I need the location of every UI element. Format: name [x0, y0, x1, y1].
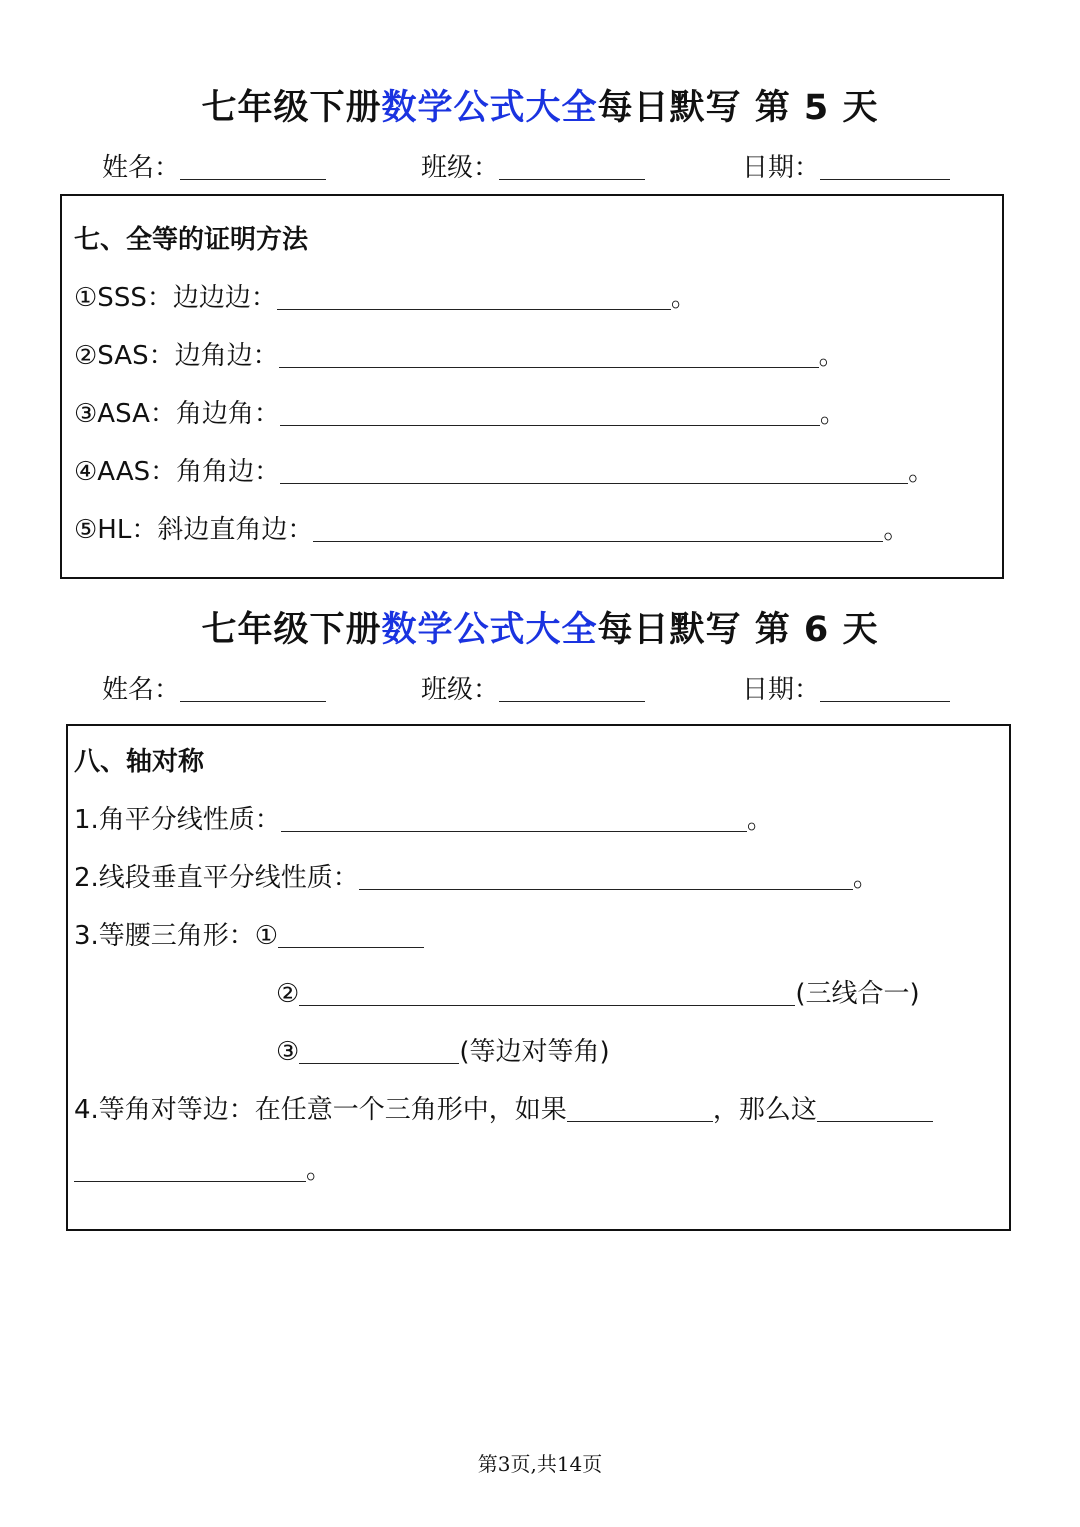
- day5-title-prefix: 七年级下册: [201, 88, 382, 128]
- sss-blank[interactable]: [277, 278, 671, 310]
- perpendicular-bisector-label: 2.线段垂直平分线性质：: [74, 863, 359, 893]
- angle-bisector-end: 。: [746, 805, 773, 835]
- isosceles-item-1: [74, 916, 424, 956]
- isosceles-blank-3[interactable]: [299, 1032, 459, 1064]
- asa-label: ③ASA：角边角：: [74, 399, 280, 429]
- angle-bisector-item: [74, 800, 773, 840]
- day6-title-prefix: 七年级下册: [201, 610, 382, 650]
- day5-class-field[interactable]: [421, 148, 645, 188]
- day5-title-suffix: 每日默写 第 5 天: [597, 88, 879, 128]
- equal-angles-blank-2[interactable]: [817, 1090, 933, 1122]
- day5-title-highlight: 数学公式大全: [381, 88, 598, 128]
- day6-info-row: [0, 670, 1080, 710]
- equal-angles-item: [74, 1090, 933, 1130]
- sss-label: ①SSS：边边边：: [74, 283, 277, 313]
- day5-title: [0, 86, 1080, 130]
- name-label: 姓名：: [102, 675, 181, 705]
- hl-blank[interactable]: [313, 510, 883, 542]
- sas-item: [74, 336, 845, 376]
- asa-blank[interactable]: [280, 394, 820, 426]
- equal-angles-text: 4.等角对等边：在任意一个三角形中，如果: [74, 1095, 567, 1125]
- isosceles-label-3: ③: [276, 1037, 300, 1067]
- isosceles-blank-2[interactable]: [299, 974, 795, 1006]
- equal-angles-continuation: [74, 1150, 332, 1190]
- day5-date-field[interactable]: [742, 148, 950, 188]
- name-blank[interactable]: [180, 670, 326, 702]
- equal-angles-end: 。: [306, 1155, 333, 1185]
- class-blank[interactable]: [499, 670, 645, 702]
- day6-section-title: 八、轴对称: [74, 747, 205, 777]
- isosceles-blank-1[interactable]: [278, 916, 424, 948]
- angle-bisector-label: 1.角平分线性质：: [74, 805, 281, 835]
- date-label: 日期：: [742, 153, 821, 183]
- hl-item: [74, 510, 909, 550]
- sss-item: [74, 278, 697, 318]
- isosceles-label-2: ②: [276, 979, 300, 1009]
- aas-blank[interactable]: [280, 452, 908, 484]
- name-label: 姓名：: [102, 153, 181, 183]
- day5-name-field[interactable]: [102, 148, 326, 188]
- asa-item: [74, 394, 846, 434]
- day6-name-field[interactable]: [102, 670, 326, 710]
- equal-sides-angles-note: (等边对等角): [459, 1037, 610, 1067]
- date-blank[interactable]: [820, 670, 950, 702]
- aas-item: [74, 452, 934, 492]
- perpendicular-bisector-item: [74, 858, 879, 898]
- sss-end: 。: [670, 283, 697, 313]
- equal-angles-blank-3[interactable]: [74, 1150, 306, 1182]
- class-blank[interactable]: [499, 148, 645, 180]
- day6-title-highlight: 数学公式大全: [381, 610, 598, 650]
- page-footer: 第3页,共14页: [477, 1452, 603, 1476]
- perpendicular-bisector-blank[interactable]: [359, 858, 853, 890]
- equal-angles-mid: ，那么这: [712, 1095, 817, 1125]
- isosceles-item-3: [276, 1032, 610, 1072]
- day6-title-suffix: 每日默写 第 6 天: [597, 610, 879, 650]
- day6-date-field[interactable]: [742, 670, 950, 710]
- isosceles-item-2: [276, 974, 920, 1014]
- aas-label: ④AAS：角角边：: [74, 457, 281, 487]
- equal-angles-blank-1[interactable]: [567, 1090, 713, 1122]
- sas-blank[interactable]: [279, 336, 819, 368]
- day6-title: [0, 608, 1080, 652]
- class-label: 班级：: [421, 153, 500, 183]
- day5-section-title: 七、全等的证明方法: [74, 225, 309, 255]
- hl-end: 。: [883, 515, 910, 545]
- three-lines-note: (三线合一): [795, 979, 920, 1009]
- date-blank[interactable]: [820, 148, 950, 180]
- sas-end: 。: [818, 341, 845, 371]
- asa-end: 。: [819, 399, 846, 429]
- sas-label: ②SAS：边角边：: [74, 341, 279, 371]
- isosceles-label: 3.等腰三角形：①: [74, 921, 279, 951]
- day5-info-row: [0, 148, 1080, 188]
- hl-label: ⑤HL：斜边直角边：: [74, 515, 314, 545]
- name-blank[interactable]: [180, 148, 326, 180]
- day6-class-field[interactable]: [421, 670, 645, 710]
- aas-end: 。: [908, 457, 935, 487]
- perpendicular-bisector-end: 。: [852, 863, 879, 893]
- angle-bisector-blank[interactable]: [281, 800, 747, 832]
- date-label: 日期：: [742, 675, 821, 705]
- class-label: 班级：: [421, 675, 500, 705]
